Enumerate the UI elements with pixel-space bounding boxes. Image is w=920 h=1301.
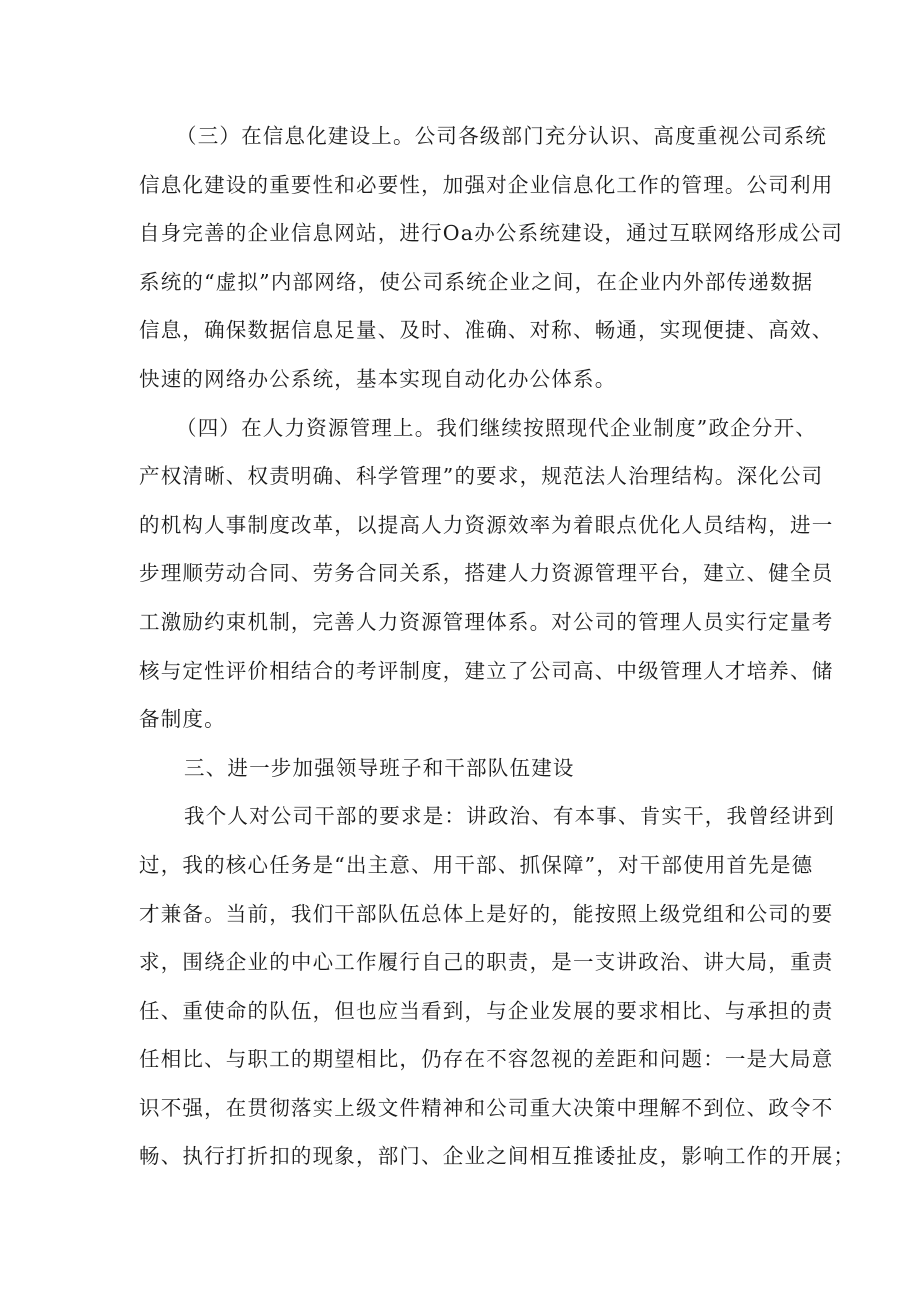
text-line: （四）在人力资源管理上。我们继续按照现代企业制度”政企分开、 [176, 415, 817, 440]
text-line: 信息化建设的重要性和必要性，加强对企业信息化工作的管理。公司利用 [139, 172, 834, 197]
document-body [139, 112, 856, 1181]
text-line: 过，我的核心任务是“出主意、用干部、抓保障”，对干部使用首先是德 [139, 852, 814, 877]
paragraph-human-resources [139, 404, 834, 744]
text-line: 快速的网络办公系统，基本实现自动化办公体系。 [139, 366, 617, 391]
text-line: 才兼备。当前，我们干部队伍总体上是好的，能按照上级党组和公司的要 [139, 901, 834, 926]
text-line: 信息，确保数据信息足量、及时、准确、对称、畅通，实现便捷、高效、 [139, 318, 834, 343]
text-line: 求，围绕企业的中心工作履行自己的职责，是一支讲政治、讲大局，重责 [139, 950, 834, 975]
text-line: 备制度。 [139, 707, 226, 732]
text-line: 产权清晰、权责明确、科学管理”的要求，规范法人治理结构。深化公司 [139, 464, 824, 489]
text-line: 步理顺劳动合同、劳务合同关系，搭建人力资源管理平台，建立、健全员 [139, 561, 834, 586]
text-line: 识不强，在贯彻落实上级文件精神和公司重大决策中理解不到位、政令不 [139, 1095, 834, 1120]
text-line: 核与定性评价相结合的考评制度，建立了公司高、中级管理人才培养、储 [139, 658, 834, 683]
text-line: 工激励约束机制，完善人力资源管理体系。对公司的管理人员实行定量考 [139, 609, 834, 634]
heading-text: 三、进一步加强领导班子和干部队伍建设 [184, 755, 575, 780]
paragraph-cadre-requirements [139, 792, 856, 1181]
text-line: （三）在信息化建设上。公司各级部门充分认识、高度重视公司系统 [176, 124, 827, 148]
paragraph-information-construction [139, 112, 844, 404]
text-line: 我个人对公司干部的要求是：讲政治、有本事、肯实干，我曾经讲到 [184, 804, 835, 829]
text-line: 的机构人事制度改革，以提高人力资源效率为着眼点优化人员结构，进一 [139, 512, 834, 537]
text-line: 畅、执行打折扣的现象，部门、企业之间相互推诿扯皮，影响工作的开展； [139, 1144, 856, 1169]
section-heading [139, 744, 799, 793]
text-line: 任、重使命的队伍，但也应当看到，与企业发展的要求相比、与承担的责 [139, 998, 834, 1023]
text-line: 系统的“虚拟”内部网络，使公司系统企业之间，在企业内外部传递数据 [139, 269, 814, 294]
text-line: 任相比、与职工的期望相比，仍存在不容忽视的差距和问题：一是大局意 [139, 1047, 834, 1072]
text-line: 自身完善的企业信息网站，进行Oa办公系统建设，通过互联网络形成公司 [139, 221, 844, 246]
